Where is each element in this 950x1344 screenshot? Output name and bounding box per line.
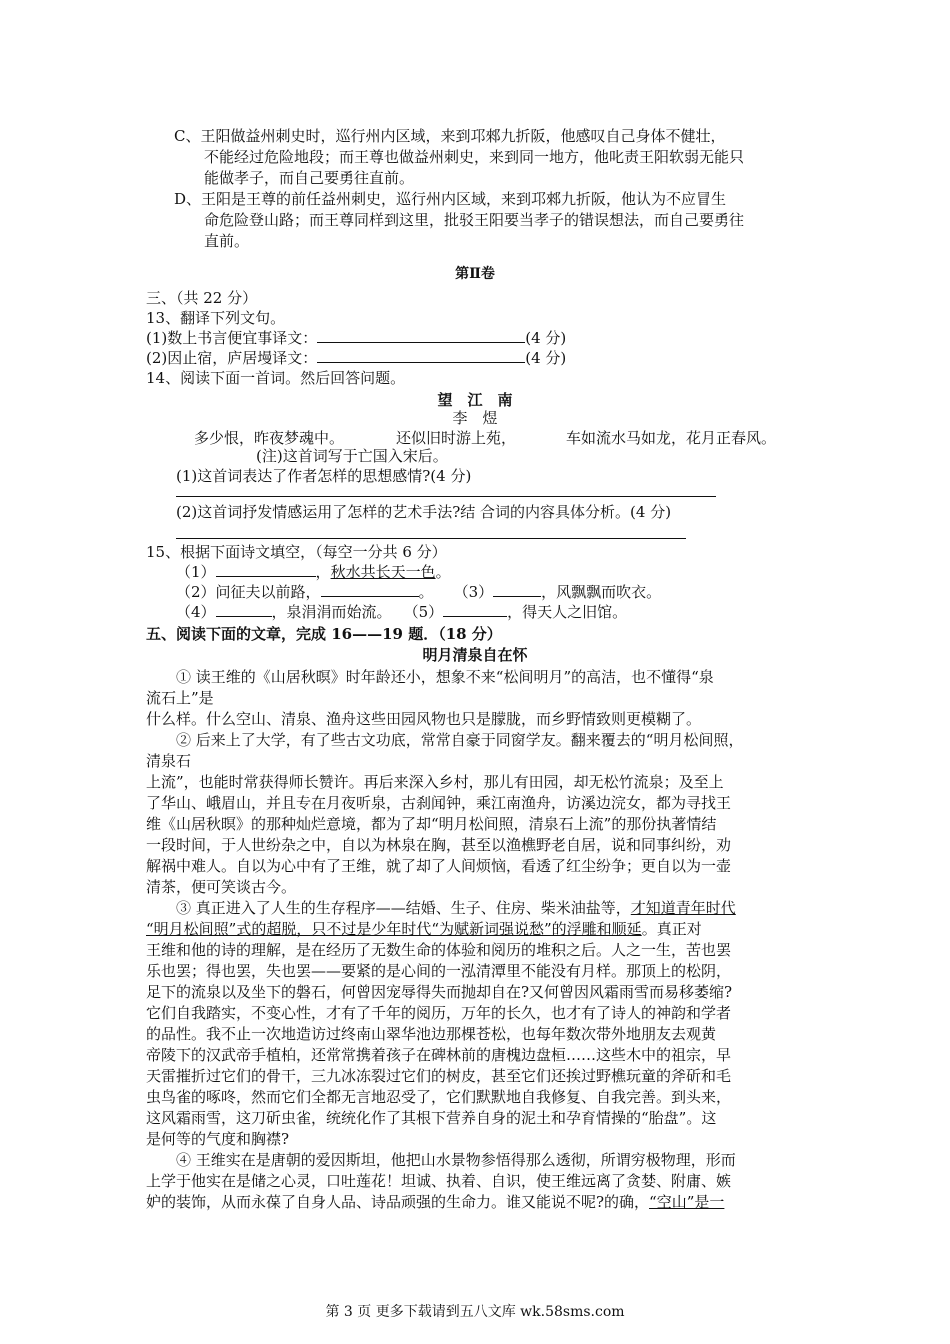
p3-underlined-start: 才知道青年时代: [630, 899, 736, 917]
p3-line1-text: ③ 真正进入了人生的生存程序——结婚、生子、住房、柴米油盐等，: [176, 899, 631, 917]
p2-line6: 一段时间，于人世纷杂之中，自以为林泉在胸，甚至以渔樵野老自居，说和同事纠纷，劝: [146, 836, 732, 854]
p2-line1: ② 后来上了大学，有了些古文功底，常常自豪于同窗学友。翻来覆去的“明月松间照，: [176, 731, 744, 749]
q15-item1-sep: ，: [315, 563, 331, 581]
q15-item4-num: （4）: [176, 603, 216, 621]
poem-title: 望 江 南: [437, 391, 513, 409]
p3-line2-text: 。真正对: [641, 920, 702, 938]
p3-line11: 这风霜雨雪，这刀斫虫雀，统统化作了其根下营养自身的泥土和孕育情操的“胎盘”。这: [146, 1109, 717, 1127]
q15-item2-blank[interactable]: [321, 582, 419, 597]
p3-underlined-end: “明月松间照”式的超脱，只不过是少年时代“为赋新词强说愁”的浮雕和顺延: [146, 920, 642, 938]
poem-q2-answer-line[interactable]: [176, 538, 686, 539]
q15-item1-given: 秋水共长天一色: [330, 563, 436, 581]
q15-item4-text: ，泉涓涓而始流。: [271, 603, 392, 621]
p3-line5: 足下的流泉以及坐下的磐石，何曾因宠辱得失而抛却自在?又何曾因风霜雨雪而易移萎缩?: [146, 983, 733, 1001]
q15-item5-num: （5）: [403, 603, 444, 621]
p2-line3: 上流”，也能时常获得师长赞许。再后来深入乡村，那儿有田园，却无松竹流泉；及至上: [146, 773, 724, 791]
poem-question1: (1)这首词表达了作者怎样的思想感情?(4 分): [176, 467, 472, 485]
q13-1-score: (4 分): [525, 329, 567, 347]
section3-header: 三、（共 22 分）: [146, 289, 258, 307]
q13-1: [146, 328, 566, 348]
q13-2-score: (4 分): [525, 349, 567, 367]
q15-item5-blank[interactable]: [443, 602, 507, 617]
p2-line7: 解祸中难人。自以为心中有了王维，就了却了人间烦恼，看透了红尘纷争；更自以为一壶: [146, 857, 732, 875]
poem-line1: 多少恨，昨夜梦魂中。: [194, 429, 345, 447]
poem-note: (注)这首词写于亡国入宋后。: [256, 447, 448, 465]
q15-item3-blank[interactable]: [493, 582, 541, 597]
option-d-line3: 直前。: [204, 232, 250, 250]
p2-line5: 维《山居秋暝》的那种灿烂意境，都为了却“明月松间照，清泉石上流”的那份执著情结: [146, 815, 717, 833]
q13-prompt: 13、翻译下列文句。: [146, 309, 286, 327]
p2-line2: 清泉石: [146, 752, 192, 770]
q15-item2-3: [176, 582, 661, 602]
option-d-line2: 命危险登山路；而王尊同样到这里，批驳王阳要当孝子的错误想法，而自己要勇往: [204, 211, 745, 229]
p3-line6: 它们自我踏实，不变心性，才有了千年的阅历，万年的长久，也才有了诗人的神韵和学者: [146, 1004, 732, 1022]
option-c-line2: 不能经过危险地段；而王尊也做益州刺史，来到同一地方，他叱责王阳软弱无能只: [204, 148, 745, 166]
p3-line10: 虫鸟雀的啄咚，然而它们全都无言地忍受了，它们默默地自我修复、自我完善。到头来，: [146, 1088, 732, 1106]
option-c-line3: 能做孝子，而自己要勇往直前。: [204, 169, 415, 187]
q13-2: [146, 348, 566, 368]
option-c-line1: C、王阳做益州刺史时，巡行州内区域，来到邛郲九折阪，他感叹自己身体不健壮，: [174, 127, 726, 145]
p4-line2: 上学于他实在是储之心灵，口吐莲花！坦诚、执着、自识，使王维远离了贪婪、附庸、嫉: [146, 1172, 732, 1190]
poem-line3: 车如流水马如龙，花月正春风。: [566, 429, 777, 447]
q15-item5-text: ，得天人之旧馆。: [507, 603, 628, 621]
q15-item1-end: 。: [435, 563, 451, 581]
poem-author: 李 煜: [452, 409, 498, 427]
q15-item2-end: 。: [418, 583, 434, 601]
p3-line9: 天雷摧折过它们的骨干，三九冰冻裂过它们的树皮，甚至它们还挨过野樵玩童的斧斫和毛: [146, 1067, 732, 1085]
q15-item1-blank[interactable]: [216, 562, 316, 577]
q15-header: 15、根据下面诗文填空，（每空一分共 6 分）: [146, 543, 447, 561]
p2-line4: 了华山、峨眉山，并且专在月夜听泉，古刹闻钟，乘江南渔舟，访溪边浣女，都为寻找王: [146, 794, 732, 812]
p3-line4: 乐也罢；得也罢，失也罢——要紧的是心间的一泓清潭里不能没有月样。那顶上的松阴，: [146, 962, 732, 980]
q13-2-label: (2)因止宿，庐居墁译文：: [146, 349, 318, 367]
p3-line3: 王维和他的诗的理解，是在经历了无数生命的体验和阅历的堆积之后。人之一生，苦也罢: [146, 941, 732, 959]
q15-item1: [176, 562, 451, 582]
q15-item3-num: （3）: [453, 583, 494, 601]
p2-line8: 清茶，便可笑谈古今。: [146, 878, 297, 896]
q14-prompt: 14、阅读下面一首词。然后回答问题。: [146, 369, 406, 387]
option-d-line1: D、王阳是王尊的前任益州刺史，巡行州内区域，来到邛郲九折阪，他认为不应冒生: [174, 190, 727, 208]
q15-item4-blank[interactable]: [216, 602, 272, 617]
q13-2-answer-blank[interactable]: [317, 348, 525, 363]
poem-question2: (2)这首词抒发情感运用了怎样的艺术手法?结 合词的内容具体分析。(4 分): [176, 503, 672, 521]
p1-line2: 流石上”是: [146, 689, 214, 707]
p3-line7: 的品性。我不止一次地造访过终南山翠华池边那棵苍松，也每年数次带外地朋友去观黄: [146, 1025, 717, 1043]
p4-line1: ④ 王维实在是唐朝的爱因斯坦，他把山水景物参悟得那么透彻，所谓穷极物理，形而: [176, 1151, 736, 1169]
q13-1-label: (1)数上书言便宜事译文：: [146, 329, 318, 347]
q15-item2-text: （2）问征夫以前路，: [176, 583, 321, 601]
p1-line1: ① 读王维的《山居秋暝》时年龄还小，想象不来“松间明月”的高洁，也不懂得“泉: [176, 668, 714, 686]
p4-underlined-phrase: “空山”是一: [649, 1193, 725, 1211]
poem-line2: 还似旧时游上苑，: [396, 429, 517, 447]
article-title: 明月清泉自在怀: [422, 646, 528, 664]
q15-item4-5: [176, 602, 627, 622]
section5-header: 五、阅读下面的文章，完成 16——19 题．（18 分）: [146, 625, 502, 643]
q15-item1-num: （1）: [176, 563, 216, 581]
page-footer: 第 3 页 更多下载请到五八文库 wk.58sms.com: [325, 1304, 625, 1320]
p3-line2: [146, 919, 702, 939]
poem-q1-answer-line[interactable]: [176, 496, 716, 497]
p1-line3: 什么样。什么空山、清泉、渔舟这些田园风物也只是朦胧，而乡野情致则更模糊了。: [146, 710, 702, 728]
p3-line8: 帝陵下的汉武帝手植柏，还常常携着孩子在碑林前的唐槐边盘桓……这些木中的祖宗，早: [146, 1046, 732, 1064]
p4-line3-text: 妒的装饰，从而永葆了自身人品、诗品顽强的生命力。谁又能说不呢?的确，: [146, 1193, 650, 1211]
q15-item3-text: ，风飘飘而吹衣。: [541, 583, 662, 601]
p3-line12: 是何等的气度和胸襟?: [146, 1130, 290, 1148]
p3-line1: [176, 898, 736, 918]
volume-title: 第Ⅱ卷: [455, 266, 495, 282]
q13-1-answer-blank[interactable]: [317, 328, 525, 343]
p4-line3: [146, 1192, 724, 1212]
